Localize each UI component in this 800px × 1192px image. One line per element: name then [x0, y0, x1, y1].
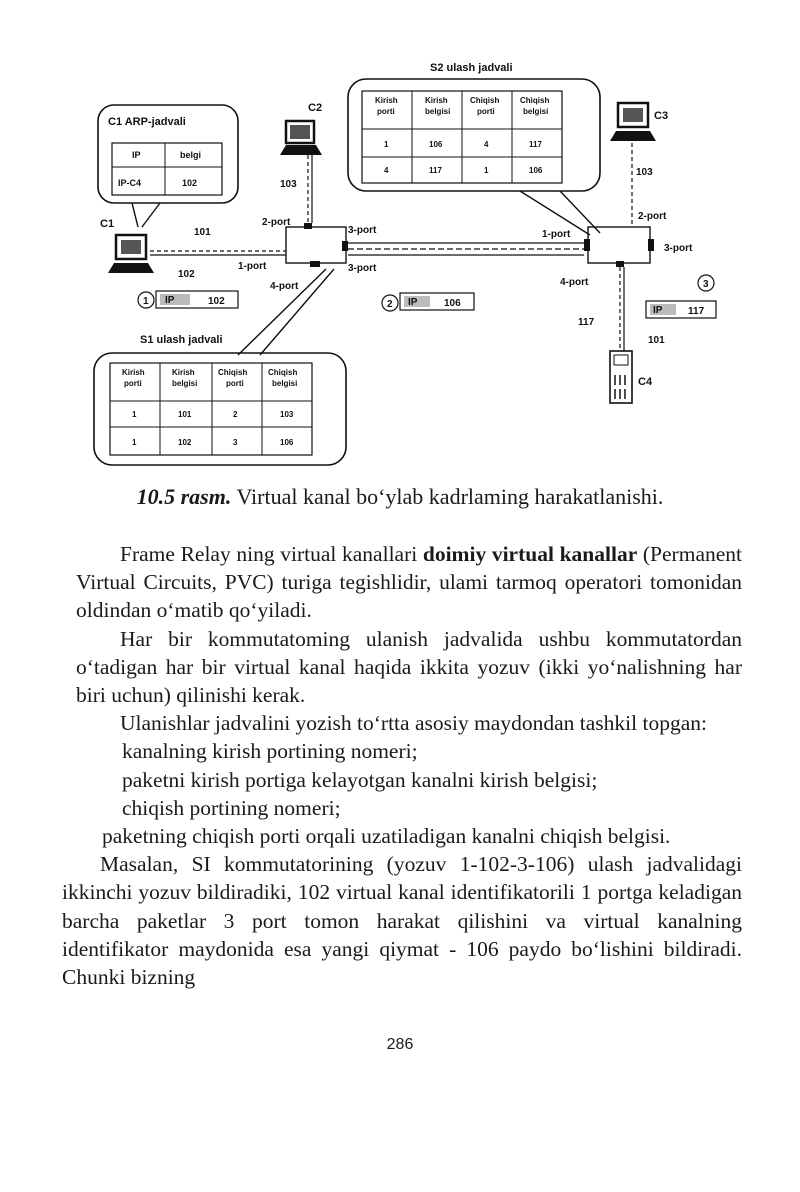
svg-text:1-port: 1-port [238, 261, 267, 272]
svg-text:1: 1 [484, 166, 489, 175]
computer-c2-icon [280, 121, 322, 155]
svg-text:IP-C4: IP-C4 [118, 178, 142, 188]
s1-table [110, 363, 312, 455]
svg-text:102: 102 [182, 178, 198, 188]
svg-text:belgisi: belgisi [172, 379, 198, 388]
svg-text:C2: C2 [308, 102, 323, 114]
list-item-4: paketning chiqish porti orqali uzatiladigan kanalni chiqish belgisi. [102, 824, 671, 849]
frame-marker-3 [646, 275, 716, 318]
page-number: 286 [386, 1036, 414, 1053]
svg-text:IP: IP [132, 150, 141, 160]
bold-term: doimiy virtual kanallar [422, 542, 638, 566]
svg-text:belgisi: belgisi [425, 107, 451, 116]
svg-text:102: 102 [208, 296, 225, 307]
svg-text:4-port: 4-port [270, 281, 299, 292]
svg-text:106: 106 [529, 166, 543, 175]
svg-text:101: 101 [194, 227, 211, 238]
body-text [62, 540, 742, 991]
svg-text:Chiqish: Chiqish [520, 96, 550, 105]
svg-text:3: 3 [703, 279, 709, 290]
svg-text:Kirish: Kirish [172, 368, 195, 377]
svg-text:1-port: 1-port [542, 229, 571, 240]
arp-table [112, 143, 222, 195]
svg-text:117: 117 [578, 317, 595, 328]
svg-text:C3: C3 [654, 110, 669, 122]
svg-text:101: 101 [178, 410, 192, 419]
svg-text:2: 2 [387, 299, 393, 310]
svg-text:Chiqish: Chiqish [470, 96, 500, 105]
frame-marker-2 [382, 293, 474, 311]
list-item-2: paketni kirish portiga kelayotgan kanalni kirish belgisi; [122, 767, 598, 792]
svg-text:3-port: 3-port [348, 263, 377, 274]
svg-text:106: 106 [280, 438, 294, 447]
svg-text:porti: porti [477, 107, 495, 116]
svg-text:117: 117 [529, 140, 542, 149]
paragraph-4: Masalan, SI kommutatorining (yozuv 1-102-3-106) ulash jadvalidagi ikkinchi yozuv bildiradiki, 102 virtual kanal identifikatorili 1 portga keladigan barcha paketlar 3 port tomon harakat qilishini va virtual kanalning identifikator maydonida esa yangi qiymat - 106 paydo bo‘lishini bildiradi. Chunki bizning [62, 852, 742, 990]
svg-text:117: 117 [429, 166, 442, 175]
caption-text: Virtual kanal bo‘ylab kadrlaming harakatlanishi. [231, 484, 664, 509]
svg-text:IP: IP [653, 305, 663, 316]
svg-text:102: 102 [178, 438, 192, 447]
server-c4-icon [610, 351, 632, 403]
svg-text:porti: porti [377, 107, 395, 116]
s2-table [362, 91, 562, 183]
computer-c1-icon [108, 235, 154, 273]
s2-title: S2 ulash jadvali [430, 62, 513, 74]
svg-text:106: 106 [444, 298, 461, 309]
svg-text:4-port: 4-port [560, 277, 589, 288]
s1-title: S1 ulash jadvali [140, 334, 223, 346]
switch-s2 [588, 227, 650, 263]
list-item-3: chiqish portining nomeri; [122, 795, 341, 820]
svg-text:belgisi: belgisi [272, 379, 298, 388]
svg-text:3-port: 3-port [664, 243, 693, 254]
svg-text:1: 1 [132, 410, 137, 419]
svg-text:Kirish: Kirish [122, 368, 145, 377]
svg-text:3: 3 [233, 438, 238, 447]
svg-text:porti: porti [226, 379, 244, 388]
svg-text:C4: C4 [638, 376, 653, 388]
svg-text:117: 117 [688, 306, 705, 317]
svg-text:102: 102 [178, 269, 195, 280]
caption-label: 10.5 rasm. [136, 484, 232, 509]
svg-text:Chiqish: Chiqish [218, 368, 248, 377]
computer-c3-icon [610, 103, 656, 141]
switch-s1 [286, 227, 346, 263]
svg-text:IP: IP [408, 297, 418, 308]
svg-text:103: 103 [280, 179, 297, 190]
list-item-1: kanalning kirish portining nomeri; [122, 739, 418, 764]
svg-text:106: 106 [429, 140, 443, 149]
svg-text:4: 4 [484, 140, 489, 149]
svg-text:2-port: 2-port [262, 217, 291, 228]
svg-text:belgi: belgi [180, 150, 202, 160]
c1-arp-title: C1 ARP-jadvali [108, 116, 186, 128]
svg-text:2: 2 [233, 410, 238, 419]
svg-text:C1: C1 [100, 218, 115, 230]
figure-caption [0, 484, 800, 510]
svg-text:1: 1 [384, 140, 389, 149]
svg-text:Chiqish: Chiqish [268, 368, 298, 377]
svg-text:Kirish: Kirish [425, 96, 448, 105]
svg-text:4: 4 [384, 166, 389, 175]
frame-marker-1 [138, 291, 238, 308]
paragraph-3: Ulanishlar jadvalini yozish to‘rtta asosiy maydondan tashkil topgan: [120, 711, 707, 736]
svg-text:103: 103 [636, 167, 653, 178]
paragraph-2: Har bir kommutatoming ulanish jadvalida ushbu kommutatordan o‘tadigan har bir virtual kanal haqida ikkita yozuv (ikki yo‘nalishning har biri uchun) qilinishi kerak. [76, 626, 742, 708]
svg-text:belgisi: belgisi [523, 107, 549, 116]
svg-text:IP: IP [165, 295, 175, 306]
svg-text:103: 103 [280, 410, 294, 419]
svg-text:Kirish: Kirish [375, 96, 398, 105]
svg-text:101: 101 [648, 335, 665, 346]
network-figure [90, 55, 730, 475]
svg-text:1: 1 [132, 438, 137, 447]
svg-text:2-port: 2-port [638, 211, 667, 222]
svg-text:1: 1 [143, 296, 149, 307]
paragraph-1: Frame Relay ning virtual kanallari doimiy virtual kanallar (Permanent Virtual Circuits, PVC) turiga tegishlidir, ulami tarmoq operatori tomonidan oldindan o‘matib qo‘yiladi. [76, 542, 742, 623]
svg-text:3-port: 3-port [348, 225, 377, 236]
svg-text:porti: porti [124, 379, 142, 388]
